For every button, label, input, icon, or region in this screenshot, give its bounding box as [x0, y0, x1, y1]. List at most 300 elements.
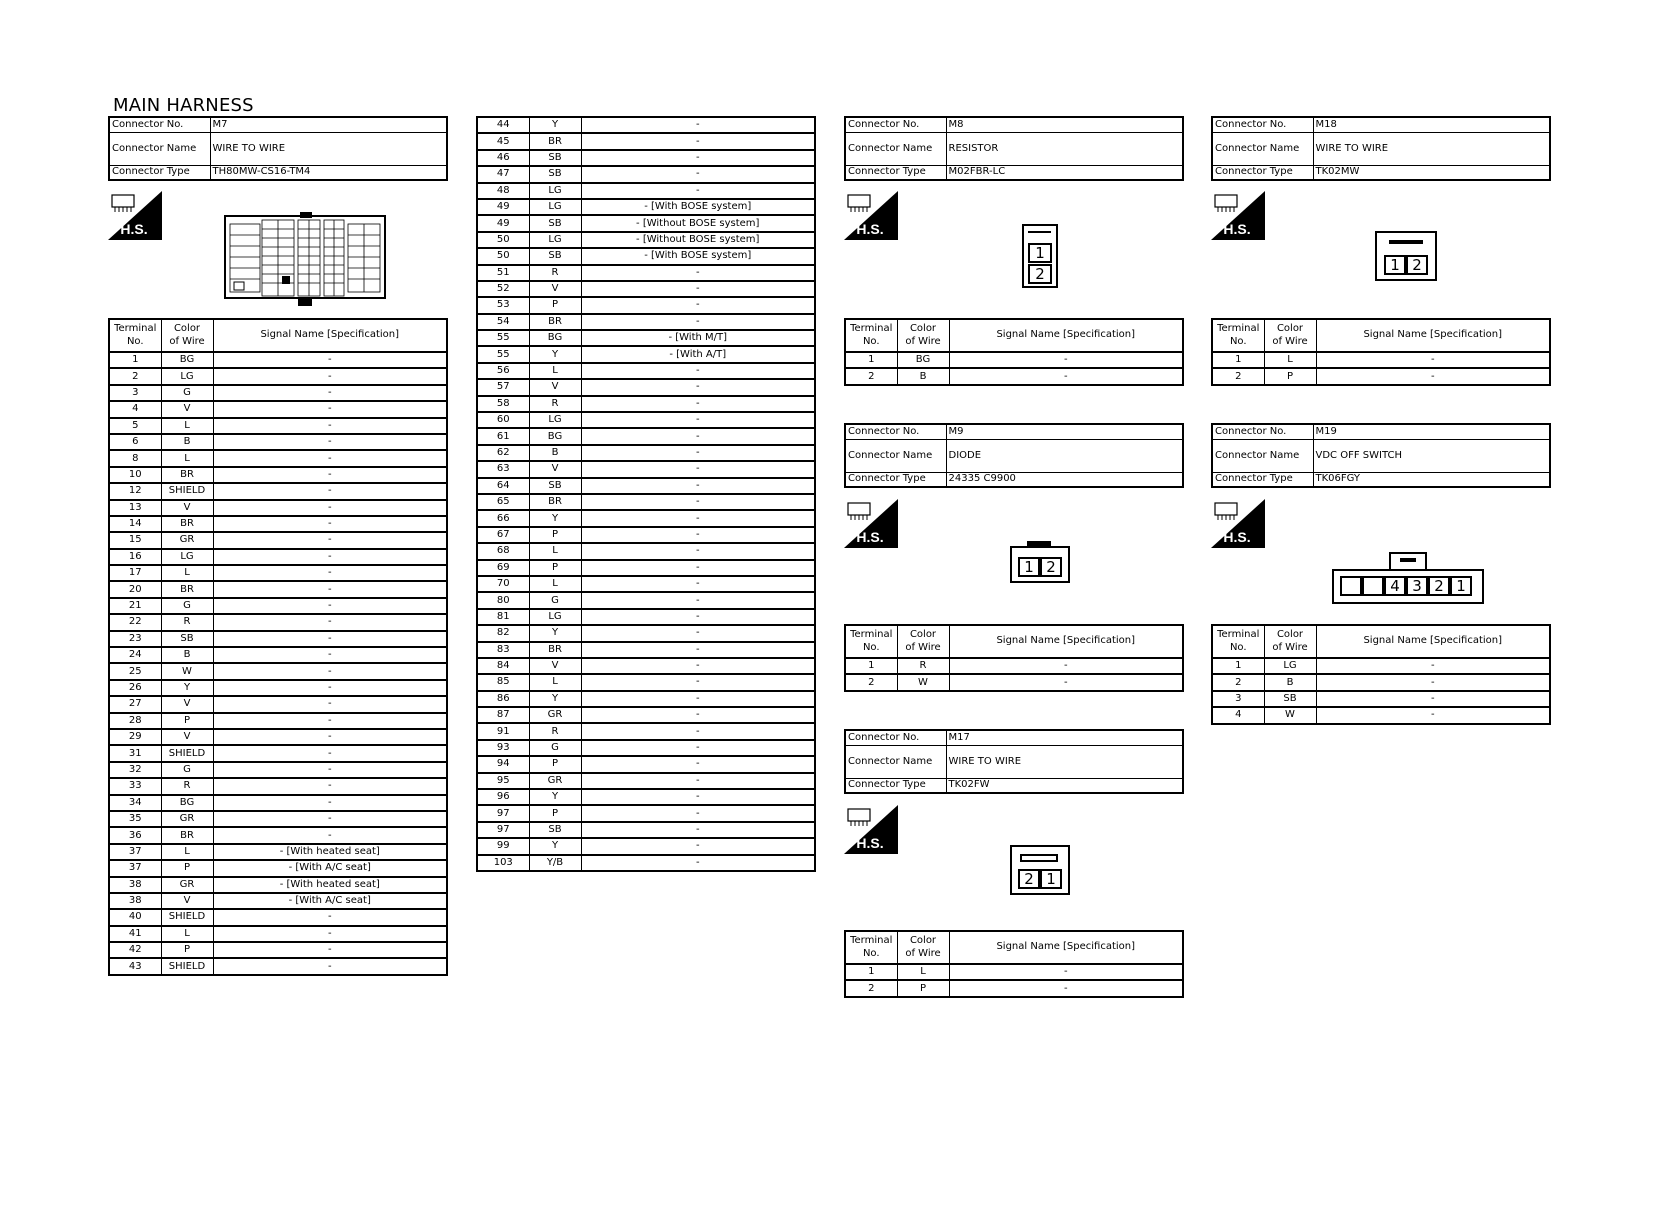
terminal-no-cell: 53	[477, 297, 529, 313]
terminal-no-cell: 1	[845, 352, 897, 368]
connector-type-label: Connector Type	[109, 165, 210, 180]
wire-color-cell: G	[161, 762, 213, 778]
terminal-no-cell: 10	[109, 467, 161, 483]
terminal-no-cell: 20	[109, 581, 161, 597]
terminal-no-cell: 47	[477, 166, 529, 182]
connector-no-label: Connector No.	[109, 117, 210, 132]
table-row	[109, 909, 447, 925]
terminal-no-cell: 26	[109, 680, 161, 696]
wire-color-cell: BR	[529, 314, 581, 330]
terminal-no-cell: 4	[1212, 707, 1264, 723]
terminal-no-cell: 21	[109, 598, 161, 614]
terminal-no-cell: 84	[477, 658, 529, 674]
color-header: Color of Wire	[1264, 625, 1316, 658]
wire-color-cell: P	[529, 527, 581, 543]
table-row	[477, 756, 815, 772]
wire-color-cell: LG	[161, 549, 213, 565]
signal-name-cell: -	[949, 658, 1183, 674]
signal-name-cell: -	[213, 516, 447, 532]
table-row	[477, 428, 815, 444]
wire-color-cell: SHIELD	[161, 909, 213, 925]
table-row	[477, 346, 815, 362]
terminal-no-cell: 12	[109, 483, 161, 499]
terminal-no-cell: 45	[477, 133, 529, 149]
terminal-no-cell: 24	[109, 647, 161, 663]
wire-color-cell: V	[161, 893, 213, 909]
signal-name-cell: -	[949, 368, 1183, 384]
signal-name-cell: - [Without BOSE system]	[581, 232, 815, 248]
wire-color-cell: SHIELD	[161, 958, 213, 974]
signal-name-cell: - [With A/C seat]	[213, 860, 447, 876]
terminal-no-cell: 103	[477, 855, 529, 871]
table-row	[477, 773, 815, 789]
signal-name-cell: -	[213, 565, 447, 581]
connector-type-value: TK02MW	[1313, 165, 1550, 180]
m17-connector-diagram	[1010, 845, 1070, 895]
table-row	[845, 368, 1183, 384]
table-row	[109, 467, 447, 483]
terminal-no-cell: 17	[109, 565, 161, 581]
signal-name-header: Signal Name [Specification]	[1316, 625, 1550, 658]
terminal-no-cell: 81	[477, 609, 529, 625]
wire-color-cell: SHIELD	[161, 483, 213, 499]
wire-color-cell: P	[529, 805, 581, 821]
wire-color-cell: L	[161, 450, 213, 466]
signal-name-cell: -	[581, 133, 815, 149]
table-row	[109, 598, 447, 614]
wire-color-cell: L	[161, 926, 213, 942]
table-row	[477, 527, 815, 543]
terminal-no-header: Terminal No.	[845, 625, 897, 658]
m17-pin: 2	[1018, 869, 1040, 889]
signal-name-cell: -	[581, 297, 815, 313]
terminal-no-cell: 1	[1212, 658, 1264, 674]
signal-name-header: Signal Name [Specification]	[949, 625, 1183, 658]
wire-color-cell: SB	[161, 631, 213, 647]
wire-color-cell: V	[529, 461, 581, 477]
signal-name-cell: - [Without BOSE system]	[581, 215, 815, 231]
m8-terminal-table	[844, 318, 1184, 386]
terminal-no-cell: 8	[109, 450, 161, 466]
wire-color-cell: W	[897, 674, 949, 690]
signal-name-cell: -	[213, 827, 447, 843]
signal-name-cell: -	[581, 560, 815, 576]
terminal-no-cell: 37	[109, 860, 161, 876]
wire-color-cell: L	[529, 576, 581, 592]
table-row	[477, 248, 815, 264]
wire-color-cell: B	[161, 647, 213, 663]
terminal-no-cell: 13	[109, 500, 161, 516]
table-row	[109, 450, 447, 466]
terminal-no-header: Terminal No.	[1212, 319, 1264, 352]
connector-type-value: TK06FGY	[1313, 472, 1550, 487]
wire-color-cell: BR	[161, 581, 213, 597]
terminal-no-cell: 2	[845, 980, 897, 996]
signal-name-cell: -	[581, 166, 815, 182]
table-row	[477, 232, 815, 248]
terminal-no-cell: 87	[477, 707, 529, 723]
terminal-no-cell: 69	[477, 560, 529, 576]
wire-color-cell: W	[161, 663, 213, 679]
signal-name-cell: -	[949, 352, 1183, 368]
connector-no-value: M8	[946, 117, 1183, 132]
m19-table-body	[1212, 658, 1550, 724]
signal-name-cell: -	[581, 265, 815, 281]
signal-name-cell: -	[949, 964, 1183, 980]
wire-color-cell: BG	[529, 330, 581, 346]
m18-connector-diagram	[1375, 231, 1437, 281]
signal-name-cell: -	[581, 855, 815, 871]
signal-name-cell: -	[581, 461, 815, 477]
terminal-no-cell: 44	[477, 117, 529, 133]
table-row	[477, 560, 815, 576]
terminal-no-cell: 54	[477, 314, 529, 330]
table-row	[109, 745, 447, 761]
m7-header-table	[108, 116, 448, 181]
wire-color-cell: SB	[529, 478, 581, 494]
terminal-no-cell: 50	[477, 248, 529, 264]
terminal-no-cell: 36	[109, 827, 161, 843]
table-row	[477, 215, 815, 231]
signal-name-cell: -	[213, 500, 447, 516]
table-row	[477, 330, 815, 346]
signal-name-cell: -	[213, 598, 447, 614]
wire-color-cell: Y	[529, 346, 581, 362]
wire-color-cell: P	[529, 297, 581, 313]
wire-color-cell: BR	[529, 642, 581, 658]
signal-name-header: Signal Name [Specification]	[949, 319, 1183, 352]
wire-color-cell: SB	[529, 150, 581, 166]
table-row	[109, 434, 447, 450]
terminal-no-cell: 97	[477, 822, 529, 838]
terminal-no-cell: 50	[477, 232, 529, 248]
signal-name-cell: -	[581, 838, 815, 854]
hs-icon	[108, 191, 162, 240]
terminal-no-cell: 49	[477, 215, 529, 231]
color-header: Color of Wire	[897, 625, 949, 658]
svg-text:H.S.: H.S.	[856, 221, 884, 237]
wire-color-cell: GR	[529, 773, 581, 789]
m7-table-body-2	[477, 117, 815, 871]
wire-color-cell: Y	[529, 117, 581, 133]
signal-name-cell: -	[581, 527, 815, 543]
table-row	[109, 811, 447, 827]
signal-name-cell: -	[1316, 658, 1550, 674]
signal-name-cell: -	[213, 909, 447, 925]
hs-icon	[844, 191, 898, 240]
svg-text:H.S.: H.S.	[1223, 221, 1251, 237]
signal-name-cell: -	[213, 745, 447, 761]
signal-name-cell: -	[213, 467, 447, 483]
wire-color-cell: SHIELD	[161, 745, 213, 761]
terminal-no-cell: 3	[109, 385, 161, 401]
table-row	[477, 265, 815, 281]
hs-icon	[844, 499, 898, 548]
connector-name-value: WIRE TO WIRE	[946, 745, 1183, 778]
signal-name-cell: -	[213, 368, 447, 384]
m17-header-table	[844, 729, 1184, 794]
wire-color-cell: LG	[529, 199, 581, 215]
table-row	[109, 844, 447, 860]
terminal-no-cell: 61	[477, 428, 529, 444]
table-row	[109, 680, 447, 696]
connector-type-value: TH80MW-CS16-TM4	[210, 165, 447, 180]
signal-name-cell: -	[213, 549, 447, 565]
terminal-no-cell: 86	[477, 691, 529, 707]
wire-color-cell: BR	[529, 494, 581, 510]
connector-no-label: Connector No.	[1212, 424, 1313, 439]
signal-name-cell: -	[213, 614, 447, 630]
terminal-no-cell: 48	[477, 183, 529, 199]
m9-table-body	[845, 658, 1183, 691]
terminal-no-cell: 55	[477, 330, 529, 346]
hs-icon	[1211, 499, 1265, 548]
wire-color-cell: V	[161, 500, 213, 516]
signal-name-cell: -	[581, 658, 815, 674]
connector-no-value: M18	[1313, 117, 1550, 132]
wire-color-cell: BR	[161, 516, 213, 532]
connector-name-label: Connector Name	[845, 745, 946, 778]
connector-name-value: DIODE	[946, 439, 1183, 472]
signal-name-cell: -	[213, 811, 447, 827]
table-row	[109, 663, 447, 679]
m18-pin: 2	[1406, 255, 1428, 275]
terminal-no-cell: 65	[477, 494, 529, 510]
signal-name-cell: -	[213, 418, 447, 434]
table-row	[109, 581, 447, 597]
m9-header-table	[844, 423, 1184, 488]
wire-color-cell: BG	[529, 428, 581, 444]
connector-name-value: WIRE TO WIRE	[210, 132, 447, 165]
terminal-no-cell: 2	[1212, 674, 1264, 690]
signal-name-cell: -	[581, 150, 815, 166]
signal-name-cell: -	[213, 450, 447, 466]
connector-name-value: WIRE TO WIRE	[1313, 132, 1550, 165]
hs-label: H.S.	[120, 221, 148, 237]
signal-name-cell: -	[213, 385, 447, 401]
signal-name-cell: -	[581, 625, 815, 641]
terminal-no-cell: 42	[109, 942, 161, 958]
m18-table-body	[1212, 352, 1550, 385]
signal-name-cell: -	[581, 723, 815, 739]
wire-color-cell: G	[161, 385, 213, 401]
signal-name-cell: - [With heated seat]	[213, 877, 447, 893]
wire-color-cell: P	[1264, 368, 1316, 384]
wire-color-cell: Y	[529, 625, 581, 641]
signal-name-cell: -	[213, 926, 447, 942]
connector-name-label: Connector Name	[1212, 132, 1313, 165]
table-row	[109, 549, 447, 565]
connector-type-label: Connector Type	[1212, 472, 1313, 487]
table-row	[477, 642, 815, 658]
terminal-no-cell: 41	[109, 926, 161, 942]
m19-pin: 3	[1406, 576, 1428, 596]
terminal-no-cell: 1	[845, 964, 897, 980]
m9-connector-diagram	[1010, 546, 1070, 583]
m19-pin: 1	[1450, 576, 1472, 596]
terminal-no-cell: 43	[109, 958, 161, 974]
terminal-no-cell: 33	[109, 778, 161, 794]
table-row	[477, 674, 815, 690]
signal-name-cell: -	[581, 609, 815, 625]
connector-no-value: M7	[210, 117, 447, 132]
signal-name-cell: -	[213, 795, 447, 811]
hs-icon	[844, 805, 898, 854]
terminal-no-cell: 5	[109, 418, 161, 434]
table-row	[477, 822, 815, 838]
connector-name-label: Connector Name	[109, 132, 210, 165]
terminal-no-cell: 80	[477, 592, 529, 608]
terminal-no-cell: 25	[109, 663, 161, 679]
table-row	[109, 795, 447, 811]
terminal-no-cell: 37	[109, 844, 161, 860]
wire-color-cell: P	[161, 942, 213, 958]
signal-name-cell: -	[581, 756, 815, 772]
table-row	[477, 314, 815, 330]
wire-color-cell: LG	[529, 183, 581, 199]
terminal-no-cell: 32	[109, 762, 161, 778]
table-row	[1212, 352, 1550, 368]
terminal-no-cell: 55	[477, 346, 529, 362]
signal-name-cell: -	[581, 805, 815, 821]
signal-name-cell: -	[1316, 707, 1550, 723]
connector-no-value: M17	[946, 730, 1183, 745]
table-row	[109, 385, 447, 401]
wire-color-cell: Y	[529, 510, 581, 526]
signal-name-cell: - [With A/C seat]	[213, 893, 447, 909]
signal-name-cell: -	[581, 445, 815, 461]
wire-color-cell: B	[161, 434, 213, 450]
terminal-no-cell: 85	[477, 674, 529, 690]
wire-color-cell: P	[897, 980, 949, 996]
wire-color-cell: L	[529, 543, 581, 559]
m17-pin: 1	[1040, 869, 1062, 889]
terminal-no-cell: 52	[477, 281, 529, 297]
signal-name-cell: -	[1316, 674, 1550, 690]
connector-type-label: Connector Type	[845, 165, 946, 180]
signal-name-cell: -	[581, 510, 815, 526]
signal-name-cell: -	[581, 576, 815, 592]
table-row	[477, 297, 815, 313]
wire-color-cell: V	[529, 658, 581, 674]
table-row	[109, 532, 447, 548]
terminal-no-cell: 58	[477, 396, 529, 412]
table-row	[109, 729, 447, 745]
signal-name-cell: -	[1316, 352, 1550, 368]
wire-color-cell: SB	[529, 215, 581, 231]
signal-name-cell: -	[581, 117, 815, 133]
table-row	[109, 631, 447, 647]
terminal-no-header: Terminal No.	[845, 319, 897, 352]
signal-name-cell: - [With M/T]	[581, 330, 815, 346]
table-row	[109, 352, 447, 368]
color-header: Color of Wire	[1264, 319, 1316, 352]
signal-name-cell: -	[213, 778, 447, 794]
table-row	[477, 281, 815, 297]
m9-pin: 2	[1040, 557, 1062, 577]
signal-name-cell: -	[213, 958, 447, 974]
m19-pin: 4	[1384, 576, 1406, 596]
terminal-no-cell: 67	[477, 527, 529, 543]
wire-color-cell: LG	[1264, 658, 1316, 674]
m18-header-table	[1211, 116, 1551, 181]
table-row	[477, 510, 815, 526]
table-row	[477, 658, 815, 674]
signal-name-cell: -	[581, 428, 815, 444]
terminal-no-header: Terminal No.	[1212, 625, 1264, 658]
terminal-no-cell: 96	[477, 789, 529, 805]
terminal-no-cell: 51	[477, 265, 529, 281]
color-header: Color of Wire	[161, 319, 213, 352]
wire-color-cell: V	[529, 281, 581, 297]
terminal-no-cell: 1	[845, 658, 897, 674]
signal-name-cell: -	[581, 773, 815, 789]
table-row	[477, 805, 815, 821]
m9-terminal-table	[844, 624, 1184, 692]
wire-color-cell: P	[161, 713, 213, 729]
table-row	[109, 958, 447, 974]
terminal-no-cell: 6	[109, 434, 161, 450]
terminal-no-cell: 4	[109, 401, 161, 417]
table-row	[477, 199, 815, 215]
svg-text:H.S.: H.S.	[856, 529, 884, 545]
signal-name-cell: -	[213, 401, 447, 417]
terminal-no-cell: 46	[477, 150, 529, 166]
m7-connector-diagram	[224, 212, 386, 308]
page-title: MAIN HARNESS	[113, 95, 254, 116]
m8-pin: 2	[1028, 264, 1052, 284]
wire-color-cell: G	[529, 592, 581, 608]
table-row	[109, 893, 447, 909]
wire-color-cell: BR	[161, 827, 213, 843]
terminal-no-cell: 1	[1212, 352, 1264, 368]
terminal-no-cell: 97	[477, 805, 529, 821]
terminal-no-cell: 2	[845, 674, 897, 690]
table-row	[477, 592, 815, 608]
terminal-no-cell: 27	[109, 696, 161, 712]
connector-type-value: M02FBR-LC	[946, 165, 1183, 180]
connector-no-value: M19	[1313, 424, 1550, 439]
connector-type-label: Connector Type	[845, 472, 946, 487]
table-row	[477, 707, 815, 723]
hs-icon	[1211, 191, 1265, 240]
table-row	[109, 860, 447, 876]
terminal-no-cell: 57	[477, 379, 529, 395]
wire-color-cell: V	[161, 729, 213, 745]
connector-name-value: VDC OFF SWITCH	[1313, 439, 1550, 472]
m19-pin: 2	[1428, 576, 1450, 596]
m17-terminal-table	[844, 930, 1184, 998]
signal-name-cell: -	[213, 483, 447, 499]
signal-name-cell: -	[581, 412, 815, 428]
signal-name-cell: -	[213, 762, 447, 778]
terminal-no-cell: 40	[109, 909, 161, 925]
wire-color-cell: BG	[161, 795, 213, 811]
terminal-no-cell: 95	[477, 773, 529, 789]
terminal-no-cell: 23	[109, 631, 161, 647]
wire-color-cell: SB	[529, 248, 581, 264]
table-row	[109, 368, 447, 384]
terminal-no-cell: 82	[477, 625, 529, 641]
table-row	[477, 183, 815, 199]
table-row	[109, 401, 447, 417]
wire-color-cell: Y/B	[529, 855, 581, 871]
table-row	[109, 647, 447, 663]
table-row	[1212, 691, 1550, 707]
table-row	[1212, 658, 1550, 674]
terminal-no-cell: 1	[109, 352, 161, 368]
wire-color-cell: L	[161, 418, 213, 434]
